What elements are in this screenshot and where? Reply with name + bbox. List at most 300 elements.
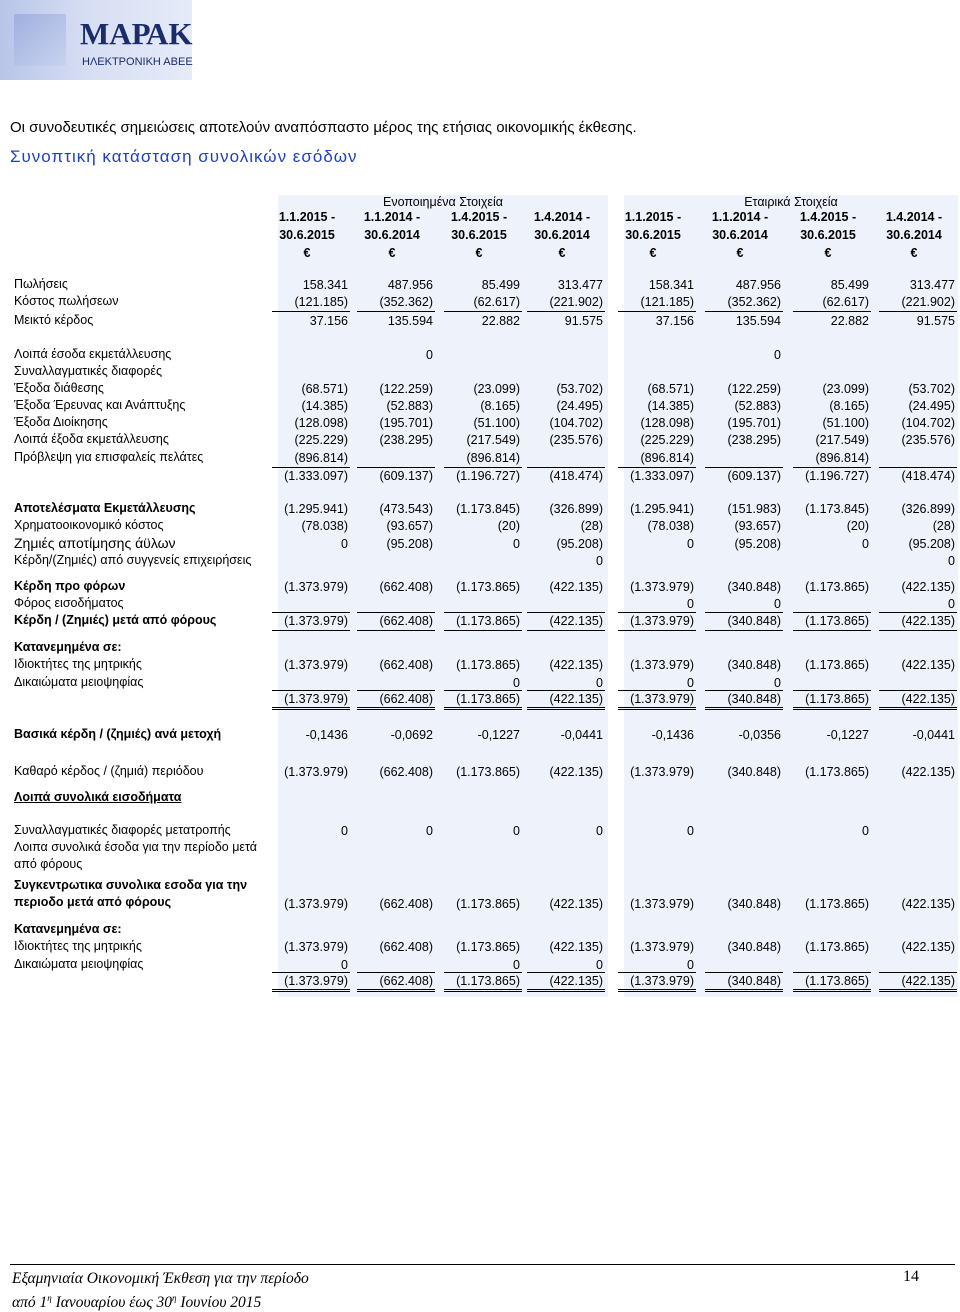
total-rule <box>618 467 696 468</box>
value-cell: (1.173.865) <box>805 692 869 706</box>
value-cell: (1.173.865) <box>805 658 869 672</box>
value-cell: -0,0441 <box>560 728 603 742</box>
value-cell: (121.185) <box>640 295 694 309</box>
total-rule <box>444 630 522 631</box>
value-cell: (1.173.865) <box>456 614 520 628</box>
row-label: Φόρος εισοδήματος <box>14 596 124 610</box>
value-cell: (121.185) <box>294 295 348 309</box>
value-cell: (1.333.097) <box>630 469 694 483</box>
double-total-rule <box>793 989 871 992</box>
value-cell: (609.137) <box>379 469 433 483</box>
value-cell: (340.848) <box>727 692 781 706</box>
double-total-rule <box>705 989 783 992</box>
value-cell: (1.173.865) <box>456 692 520 706</box>
value-cell: (195.701) <box>727 416 781 430</box>
value-cell: (104.702) <box>901 416 955 430</box>
total-rule <box>357 311 435 312</box>
column-currency: € <box>824 246 832 260</box>
value-cell: (95.208) <box>556 537 603 551</box>
accompanying-notes-statement: Οι συνοδευτικές σημειώσεις αποτελούν αναπόσπαστο μέρος της ετήσιας οικονομικής έκθεσης. <box>10 119 637 136</box>
row-label: Κόστος πωλήσεων <box>14 294 119 308</box>
value-cell: 91.575 <box>916 314 955 328</box>
value-cell: 313.477 <box>909 278 955 292</box>
value-cell: (662.408) <box>379 692 433 706</box>
statement-title: Συνοπτική κατάσταση συνολικών εσόδων <box>10 147 358 166</box>
value-cell: 0 <box>948 554 955 568</box>
value-cell: (422.135) <box>549 692 603 706</box>
value-cell: (1.173.865) <box>456 974 520 988</box>
value-cell: (221.902) <box>549 295 603 309</box>
total-rule <box>527 972 605 973</box>
value-cell: (418.474) <box>549 469 603 483</box>
total-rule <box>272 467 350 468</box>
row-label: Χρηματοοικονομικό κόστος <box>14 518 164 532</box>
value-cell: (662.408) <box>379 765 433 779</box>
value-cell: (422.135) <box>549 940 603 954</box>
value-cell: 0 <box>687 824 694 838</box>
value-cell: 0 <box>948 597 955 611</box>
value-cell: (662.408) <box>379 974 433 988</box>
company-group-title: Εταιρικά Στοιχεία <box>744 195 838 209</box>
value-cell: 487.956 <box>735 278 781 292</box>
value-cell: (662.408) <box>379 614 433 628</box>
row-label: Συναλλαγματικές διαφορές μετατροπής <box>14 823 231 837</box>
value-cell: (1.373.979) <box>284 580 348 594</box>
value-cell: (23.099) <box>473 382 520 396</box>
total-rule <box>527 311 605 312</box>
double-total-rule <box>272 707 350 710</box>
total-rule <box>793 612 871 613</box>
value-cell: (1.295.941) <box>630 502 694 516</box>
value-cell: 37.156 <box>309 314 348 328</box>
value-cell: (128.098) <box>640 416 694 430</box>
total-rule <box>444 467 522 468</box>
total-rule <box>618 690 696 691</box>
value-cell: (225.229) <box>294 433 348 447</box>
value-cell: (217.549) <box>466 433 520 447</box>
row-label: Πωλήσεις <box>14 277 68 291</box>
total-rule <box>272 311 350 312</box>
total-rule <box>705 690 783 691</box>
value-cell: 313.477 <box>557 278 603 292</box>
value-cell: -0,1227 <box>477 728 520 742</box>
value-cell: (1.173.865) <box>805 614 869 628</box>
total-rule <box>793 311 871 312</box>
value-cell: (1.173.865) <box>456 897 520 911</box>
value-cell: (95.208) <box>386 537 433 551</box>
row-label: Καθαρό κέρδος / (ζημιά) περιόδου <box>14 764 204 778</box>
value-cell: (225.229) <box>640 433 694 447</box>
value-cell: (95.208) <box>734 537 781 551</box>
value-cell: (1.373.979) <box>284 974 348 988</box>
value-cell: (62.617) <box>822 295 869 309</box>
value-cell: 0 <box>862 824 869 838</box>
value-cell: 0 <box>774 676 781 690</box>
row-label: Ζημιές αποτίμησης άϋλων <box>14 535 176 551</box>
value-cell: (1.373.979) <box>284 658 348 672</box>
row-label: Λοιπά έσοδα εκμετάλλευσης <box>14 347 172 361</box>
value-cell: (1.196.727) <box>456 469 520 483</box>
value-cell: (68.571) <box>301 382 348 396</box>
footer-period-superscript: η <box>172 1293 177 1303</box>
value-cell: -0,0441 <box>912 728 955 742</box>
value-cell: (422.135) <box>901 940 955 954</box>
value-cell: (422.135) <box>549 658 603 672</box>
column-currency: € <box>303 246 311 260</box>
value-cell: 22.882 <box>481 314 520 328</box>
logo-name: ΜΑΡΑΚ <box>80 16 193 51</box>
value-cell: (1.173.865) <box>805 974 869 988</box>
value-cell: (1.373.979) <box>630 974 694 988</box>
value-cell: (340.848) <box>727 940 781 954</box>
double-total-rule <box>879 707 957 710</box>
value-cell: (1.173.865) <box>805 765 869 779</box>
value-cell: (128.098) <box>294 416 348 430</box>
value-cell: (122.259) <box>727 382 781 396</box>
value-cell: 0 <box>687 537 694 551</box>
value-cell: (1.173.865) <box>456 940 520 954</box>
double-total-rule <box>793 707 871 710</box>
total-rule <box>879 311 957 312</box>
row-label: Συγκεντρωτικα συνολικα εσοδα για την περιοδο μετά από φόρους <box>14 878 248 909</box>
value-cell: (1.373.979) <box>630 940 694 954</box>
double-total-rule <box>357 989 435 992</box>
value-cell: 0 <box>426 348 433 362</box>
total-rule <box>793 690 871 691</box>
row-label: Έξοδα Διοίκησης <box>14 415 108 429</box>
value-cell: (422.135) <box>549 614 603 628</box>
value-cell: (326.899) <box>549 502 603 516</box>
value-cell: (422.135) <box>901 974 955 988</box>
value-cell: -0,0356 <box>738 728 781 742</box>
column-currency: € <box>475 246 483 260</box>
value-cell: 0 <box>513 824 520 838</box>
footer-period-part: Ιανουαρίου έως 30 <box>51 1294 173 1312</box>
footer-period-part: από 1 <box>12 1294 48 1312</box>
column-period-to: 30.6.2015 <box>279 228 335 242</box>
value-cell: (1.173.845) <box>805 502 869 516</box>
value-cell: -0,1436 <box>651 728 694 742</box>
column-period-from: 1.4.2015 - <box>799 210 857 224</box>
total-rule <box>444 690 522 691</box>
value-cell: (8.165) <box>829 399 869 413</box>
value-cell: (1.373.979) <box>630 580 694 594</box>
value-cell: (340.848) <box>727 658 781 672</box>
row-label: Κέρδη / (Ζημιές) μετά από φόρους <box>14 613 217 627</box>
row-label: Έξοδα διάθεσης <box>14 381 104 395</box>
footer-divider <box>10 1264 955 1265</box>
value-cell: (662.408) <box>379 658 433 672</box>
value-cell: (221.902) <box>901 295 955 309</box>
value-cell: (14.385) <box>301 399 348 413</box>
value-cell: (473.543) <box>379 502 433 516</box>
consolidated-group-title: Ενοποιημένα Στοιχεία <box>383 195 503 209</box>
double-total-rule <box>444 989 522 992</box>
value-cell: (20) <box>497 519 520 533</box>
column-period-to: 30.6.2015 <box>625 228 681 242</box>
value-cell: (422.135) <box>901 658 955 672</box>
value-cell: 0 <box>341 824 348 838</box>
column-period-to: 30.6.2014 <box>886 228 942 242</box>
value-cell: (1.373.979) <box>284 692 348 706</box>
value-cell: (52.883) <box>386 399 433 413</box>
value-cell: -0,1227 <box>826 728 869 742</box>
value-cell: (51.100) <box>473 416 520 430</box>
total-rule <box>618 630 696 631</box>
value-cell: 0 <box>596 958 603 972</box>
value-cell: (238.295) <box>379 433 433 447</box>
total-rule <box>444 972 522 973</box>
row-label: Συναλλαγματικές διαφορές <box>14 364 163 378</box>
row-label: Αποτελέσματα Εκμετάλλευσης <box>14 501 196 515</box>
double-total-rule <box>705 707 783 710</box>
value-cell: 0 <box>341 537 348 551</box>
total-rule <box>527 612 605 613</box>
double-total-rule <box>272 989 350 992</box>
value-cell: (1.373.979) <box>630 765 694 779</box>
value-cell: (20) <box>846 519 869 533</box>
value-cell: 0 <box>513 537 520 551</box>
total-rule <box>527 630 605 631</box>
value-cell: (53.702) <box>556 382 603 396</box>
total-rule <box>705 467 783 468</box>
value-cell: (422.135) <box>549 580 603 594</box>
total-rule <box>527 467 605 468</box>
value-cell: (609.137) <box>727 469 781 483</box>
value-cell: (1.295.941) <box>284 502 348 516</box>
double-total-rule <box>357 707 435 710</box>
value-cell: (104.702) <box>549 416 603 430</box>
value-cell: (1.173.865) <box>805 580 869 594</box>
value-cell: (1.196.727) <box>805 469 869 483</box>
value-cell: 135.594 <box>735 314 781 328</box>
total-rule <box>705 612 783 613</box>
value-cell: (1.173.865) <box>456 658 520 672</box>
value-cell: (1.173.865) <box>456 765 520 779</box>
value-cell: (1.333.097) <box>284 469 348 483</box>
value-cell: (235.576) <box>549 433 603 447</box>
value-cell: (422.135) <box>901 614 955 628</box>
value-cell: (151.983) <box>727 502 781 516</box>
value-cell: (95.208) <box>908 537 955 551</box>
value-cell: (122.259) <box>379 382 433 396</box>
column-period-from: 1.1.2015 - <box>278 210 336 224</box>
value-cell: 37.156 <box>655 314 694 328</box>
value-cell: (1.373.979) <box>284 614 348 628</box>
column-period-from: 1.4.2015 - <box>450 210 508 224</box>
row-label: Ιδιοκτήτες της μητρικής <box>14 939 142 953</box>
row-label: Κέρδη προ φόρων <box>14 579 126 593</box>
value-cell: 0 <box>596 824 603 838</box>
value-cell: (662.408) <box>379 940 433 954</box>
double-total-rule <box>618 989 696 992</box>
footer-period-superscript: η <box>47 1293 52 1303</box>
value-cell: (1.373.979) <box>284 765 348 779</box>
value-cell: (422.135) <box>549 974 603 988</box>
value-cell: 85.499 <box>481 278 520 292</box>
column-period-from: 1.1.2015 - <box>624 210 682 224</box>
total-rule <box>444 311 522 312</box>
value-cell: 85.499 <box>830 278 869 292</box>
value-cell: (422.135) <box>549 897 603 911</box>
value-cell: (1.373.979) <box>284 897 348 911</box>
column-period-to: 30.6.2014 <box>364 228 420 242</box>
value-cell: 0 <box>596 554 603 568</box>
value-cell: (93.657) <box>734 519 781 533</box>
value-cell: (28) <box>580 519 603 533</box>
value-cell: 135.594 <box>387 314 433 328</box>
total-rule <box>272 690 350 691</box>
row-label: Έξοδα Έρευνας και Ανάπτυξης <box>14 398 186 412</box>
total-rule <box>527 690 605 691</box>
value-cell: 0 <box>596 676 603 690</box>
logo-subtitle: ΗΛΕΚΤΡΟΝΙΚΗ ΑΒΕΕ <box>82 56 193 68</box>
value-cell: -0,0692 <box>390 728 433 742</box>
value-cell: 0 <box>687 958 694 972</box>
total-rule <box>879 630 957 631</box>
logo-emblem-icon <box>14 14 66 66</box>
value-cell: (217.549) <box>815 433 869 447</box>
row-label: Βασικά κέρδη / (ζημιές) ανά μετοχή <box>14 727 222 741</box>
value-cell: (1.173.865) <box>805 940 869 954</box>
value-cell: (53.702) <box>908 382 955 396</box>
value-cell: (422.135) <box>901 692 955 706</box>
row-label: Λοιπά συνολικά εισοδήματα <box>14 790 182 804</box>
row-label: Δικαιώματα μειοψηφίας <box>14 675 144 689</box>
column-period-to: 30.6.2014 <box>712 228 768 242</box>
value-cell: (68.571) <box>647 382 694 396</box>
page-number: 14 <box>903 1268 919 1285</box>
value-cell: (1.373.979) <box>630 897 694 911</box>
value-cell: 487.956 <box>387 278 433 292</box>
footer-period-part: Ιουνίου 2015 <box>176 1294 262 1312</box>
value-cell: (422.135) <box>549 765 603 779</box>
column-period-from: 1.4.2014 - <box>533 210 591 224</box>
total-rule <box>705 630 783 631</box>
value-cell: (896.814) <box>294 451 348 465</box>
total-rule <box>793 630 871 631</box>
total-rule <box>618 612 696 613</box>
value-cell: (340.848) <box>727 974 781 988</box>
value-cell: (78.038) <box>301 519 348 533</box>
column-currency: € <box>910 246 918 260</box>
value-cell: (195.701) <box>379 416 433 430</box>
value-cell: 0 <box>774 348 781 362</box>
total-rule <box>357 972 435 973</box>
value-cell: (93.657) <box>386 519 433 533</box>
value-cell: 0 <box>341 958 348 972</box>
row-label: Λοιπα συνολικά έσοδα για την περίοδο μετά από φόρους <box>14 840 257 871</box>
value-cell: (326.899) <box>901 502 955 516</box>
double-total-rule <box>444 707 522 710</box>
footer-report-title: Εξαμηνιαία Οικονομική Έκθεση για την περίοδο <box>12 1270 309 1287</box>
total-rule <box>705 972 783 973</box>
value-cell: 0 <box>426 824 433 838</box>
row-label: Ιδιοκτήτες της μητρικής <box>14 657 142 671</box>
value-cell: (352.362) <box>379 295 433 309</box>
value-cell: (896.814) <box>640 451 694 465</box>
value-cell: 0 <box>687 597 694 611</box>
value-cell: (78.038) <box>647 519 694 533</box>
double-total-rule <box>527 989 605 992</box>
total-rule <box>272 972 350 973</box>
row-label: Κατανεμημένα σε: <box>14 922 122 936</box>
total-rule <box>357 690 435 691</box>
value-cell: 0 <box>513 958 520 972</box>
column-period-from: 1.1.2014 - <box>363 210 421 224</box>
value-cell: (62.617) <box>473 295 520 309</box>
column-period-to: 30.6.2014 <box>534 228 590 242</box>
value-cell: (238.295) <box>727 433 781 447</box>
value-cell: (340.848) <box>727 765 781 779</box>
row-label: Κατανεμημένα σε: <box>14 640 122 654</box>
total-rule <box>272 612 350 613</box>
column-period-to: 30.6.2015 <box>451 228 507 242</box>
row-label: Κέρδη/(Ζημιές) από συγγενείς επιχειρήσεις <box>14 553 252 567</box>
total-rule <box>357 467 435 468</box>
row-label: Πρόβλεψη για επισφαλείς πελάτες <box>14 450 204 464</box>
value-cell: (352.362) <box>727 295 781 309</box>
value-cell: 91.575 <box>564 314 603 328</box>
value-cell: (340.848) <box>727 897 781 911</box>
total-rule <box>705 311 783 312</box>
column-period-from: 1.1.2014 - <box>711 210 769 224</box>
column-currency: € <box>649 246 657 260</box>
value-cell: (896.814) <box>815 451 869 465</box>
value-cell: 0 <box>862 537 869 551</box>
value-cell: 0 <box>513 676 520 690</box>
value-cell: (235.576) <box>901 433 955 447</box>
value-cell: (28) <box>932 519 955 533</box>
double-total-rule <box>527 707 605 710</box>
total-rule <box>879 690 957 691</box>
value-cell: (24.495) <box>556 399 603 413</box>
value-cell: (418.474) <box>901 469 955 483</box>
total-rule <box>793 467 871 468</box>
row-label: Δικαιώματα μειοψηφίας <box>14 957 144 971</box>
value-cell: (340.848) <box>727 580 781 594</box>
total-rule <box>879 612 957 613</box>
total-rule <box>357 612 435 613</box>
column-period-from: 1.4.2014 - <box>885 210 943 224</box>
value-cell: (24.495) <box>908 399 955 413</box>
column-period-to: 30.6.2015 <box>800 228 856 242</box>
value-cell: (340.848) <box>727 614 781 628</box>
value-cell: (422.135) <box>901 765 955 779</box>
total-rule <box>272 630 350 631</box>
value-cell: (1.373.979) <box>630 614 694 628</box>
value-cell: (8.165) <box>480 399 520 413</box>
column-currency: € <box>388 246 396 260</box>
value-cell: (23.099) <box>822 382 869 396</box>
value-cell: (51.100) <box>822 416 869 430</box>
value-cell: (1.373.979) <box>284 940 348 954</box>
total-rule <box>879 467 957 468</box>
total-rule <box>618 311 696 312</box>
total-rule <box>793 972 871 973</box>
double-total-rule <box>618 707 696 710</box>
value-cell: (1.173.865) <box>805 897 869 911</box>
total-rule <box>879 972 957 973</box>
value-cell: -0,1436 <box>305 728 348 742</box>
value-cell: 0 <box>774 597 781 611</box>
value-cell: (422.135) <box>901 580 955 594</box>
value-cell: 158.341 <box>648 278 694 292</box>
value-cell: (1.173.845) <box>456 502 520 516</box>
total-rule <box>357 630 435 631</box>
column-currency: € <box>558 246 566 260</box>
value-cell: 158.341 <box>302 278 348 292</box>
